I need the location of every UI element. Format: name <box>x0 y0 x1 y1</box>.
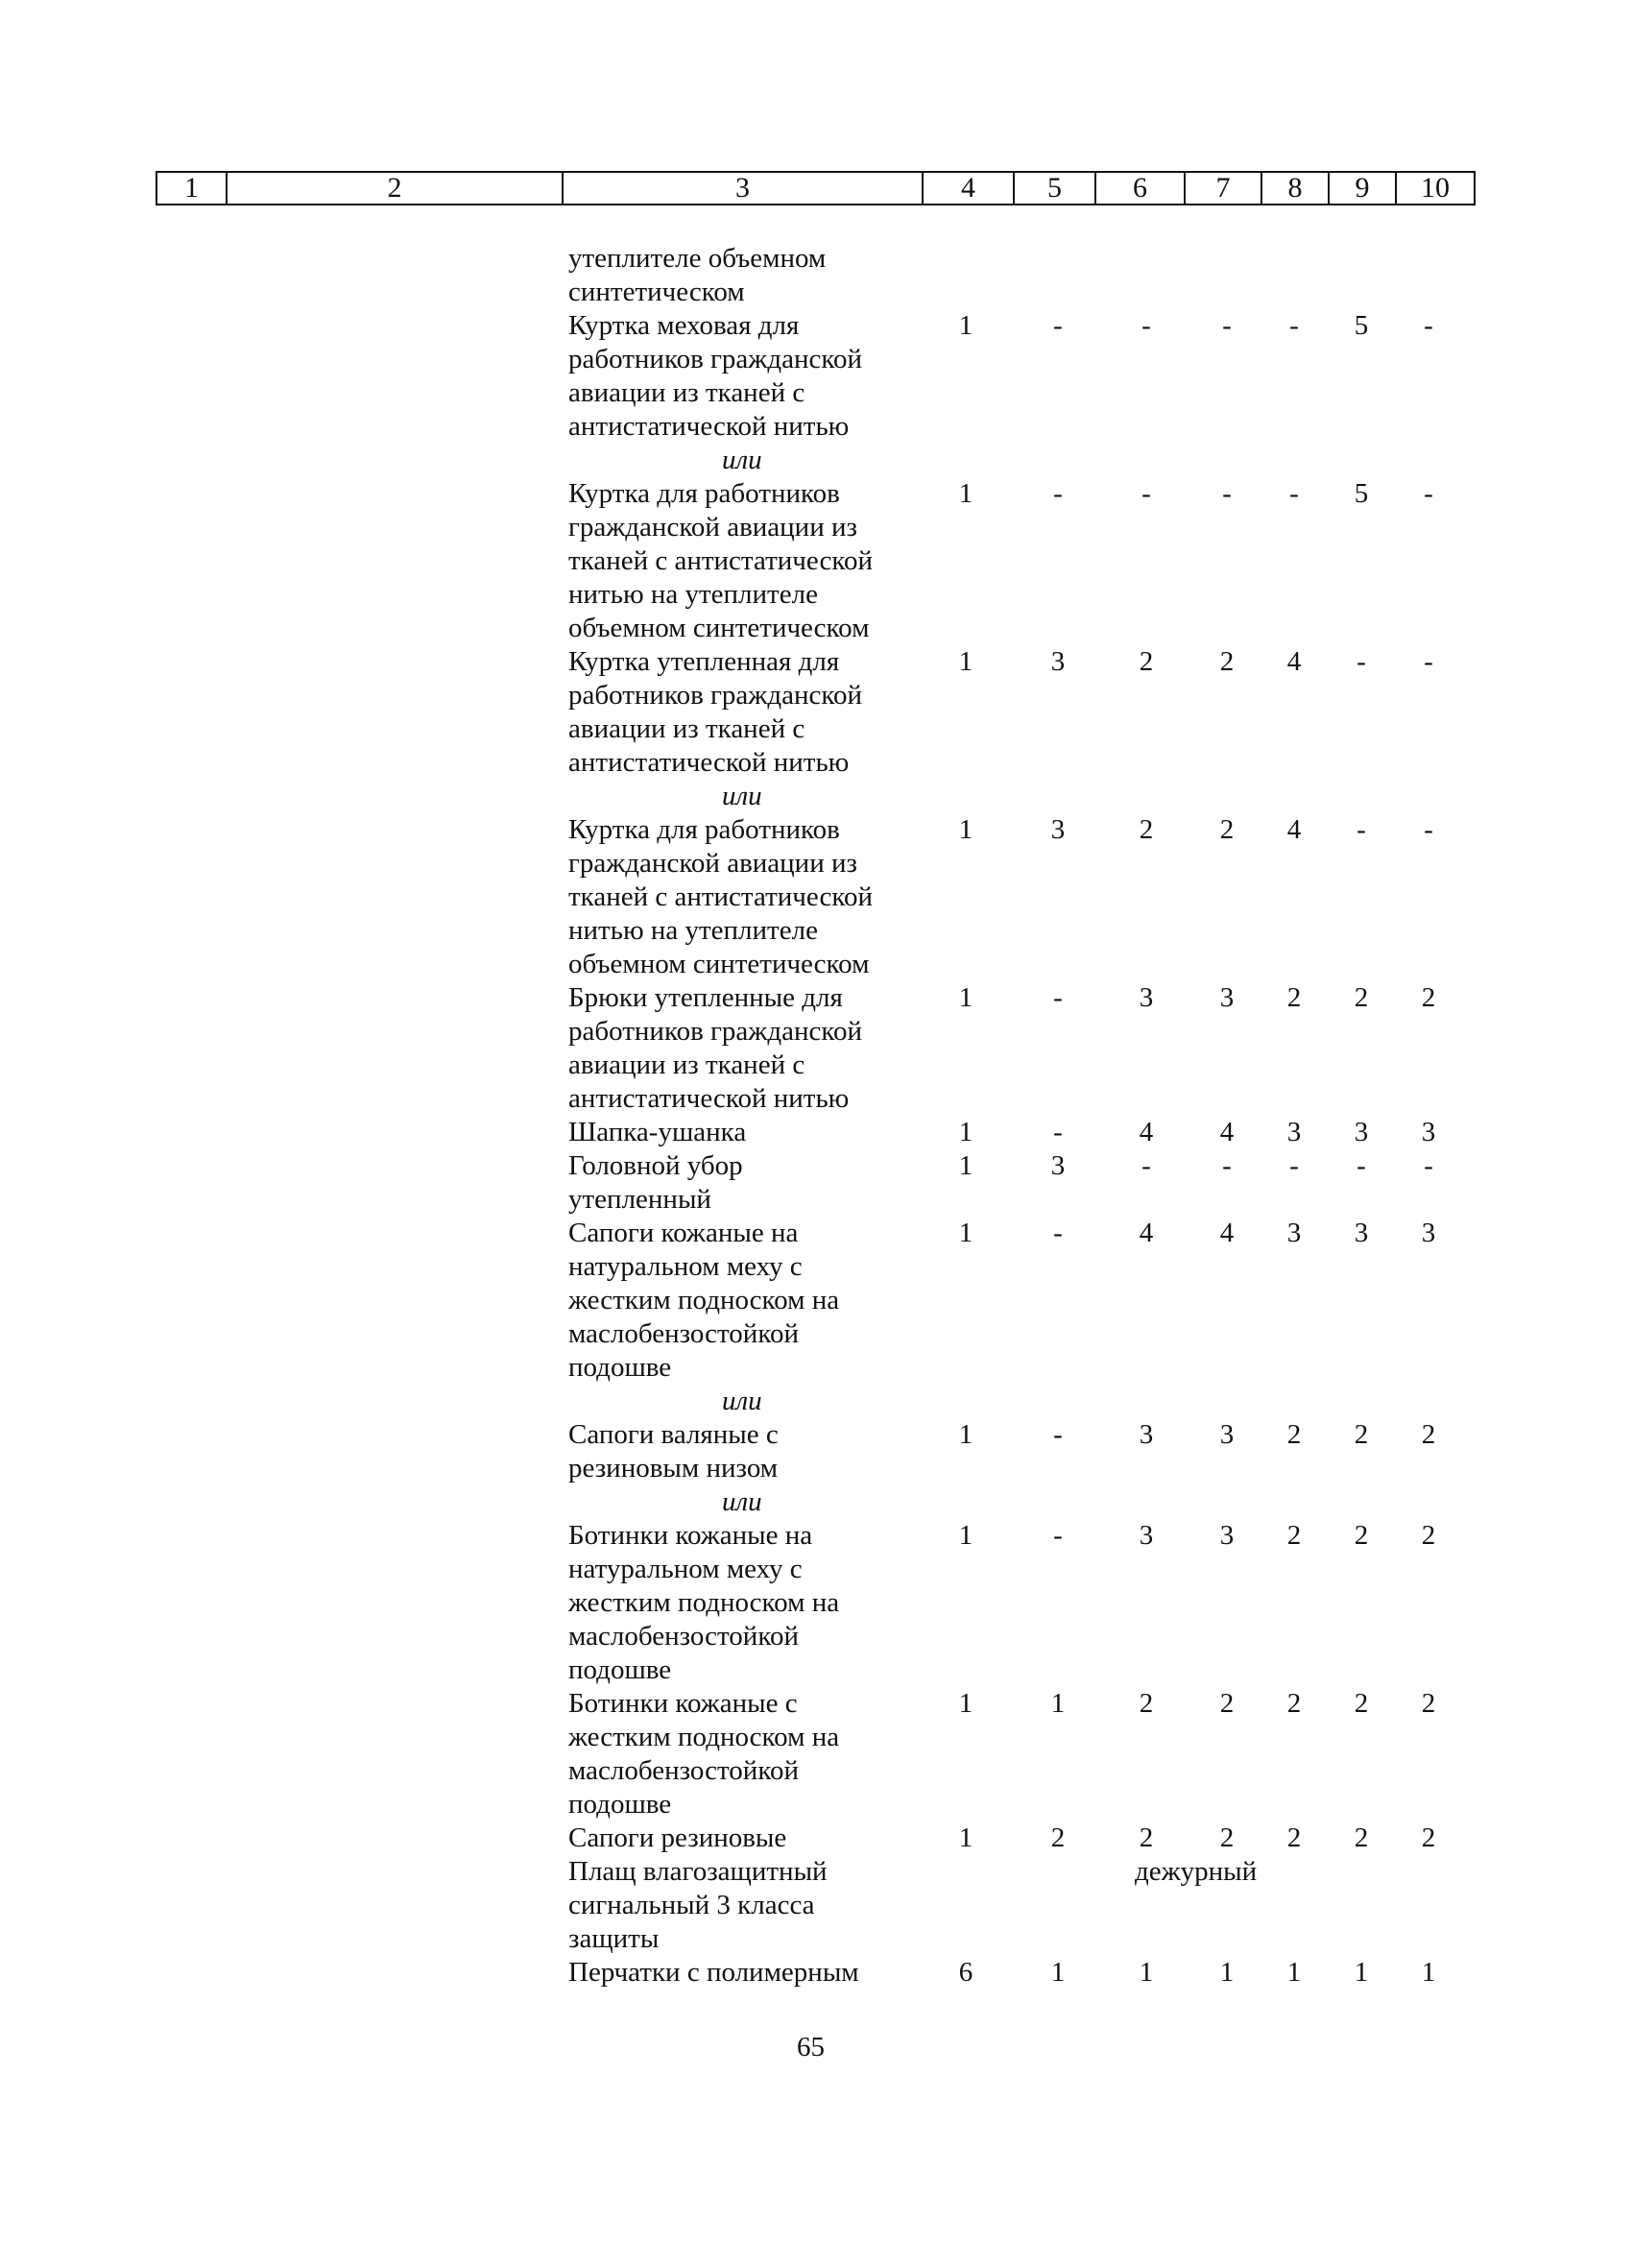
item-name <box>568 813 933 981</box>
value-cell: 1 <box>958 814 973 845</box>
value-cell: - <box>1222 478 1232 509</box>
table-row <box>0 1956 1633 1990</box>
item-name-line: натуральном меху с <box>568 1251 803 1282</box>
table-header <box>156 171 1476 205</box>
item-name-line: маслобензостойкой <box>568 1755 799 1786</box>
duty-note: дежурный <box>1135 1856 1258 1887</box>
value-cell: 2 <box>1421 982 1436 1013</box>
value-cell: 3 <box>1050 1150 1066 1181</box>
item-name-line: подошве <box>568 1352 672 1383</box>
table-row <box>0 813 1633 981</box>
item-name <box>568 1217 933 1385</box>
or-label: или <box>722 1486 762 1517</box>
value-cell: 3 <box>1286 1218 1302 1248</box>
value-cell: - <box>1357 814 1366 845</box>
header-cell: 8 <box>1262 173 1330 204</box>
value-cell: 4 <box>1219 1218 1235 1248</box>
value-cell: 3 <box>1139 982 1154 1013</box>
value-cell: 2 <box>1286 1688 1302 1719</box>
item-name-line: гражданской авиации из <box>568 512 857 543</box>
item-name-line: Плащ влагозащитный <box>568 1856 828 1887</box>
item-name-line: нитью на утеплителе <box>568 915 818 946</box>
value-cell: 4 <box>1219 1117 1235 1147</box>
value-cell: 2 <box>1421 1520 1436 1551</box>
item-name <box>568 1519 933 1687</box>
value-cell: - <box>1357 646 1366 677</box>
value-cell: 3 <box>1421 1218 1436 1248</box>
value-cell: 2 <box>1354 982 1369 1013</box>
header-cell: 6 <box>1096 173 1186 204</box>
item-name-line: антистатической нитью <box>568 1083 850 1114</box>
value-cell: 3 <box>1421 1117 1436 1147</box>
value-cell: 2 <box>1286 1822 1302 1853</box>
item-name-line: маслобензостойкой <box>568 1318 799 1349</box>
value-cell: - <box>1053 1117 1063 1147</box>
table-row <box>0 477 1633 645</box>
item-name-line: антистатической нитью <box>568 747 850 778</box>
page-number: 65 <box>797 2032 825 2063</box>
item-name-line: объемном синтетическом <box>568 949 870 979</box>
item-name-line: Перчатки с полимерным <box>568 1957 859 1988</box>
value-cell: 2 <box>1286 1520 1302 1551</box>
table-row <box>0 1855 1633 1956</box>
item-name-line: Головной убор <box>568 1150 743 1181</box>
item-name-line: тканей с антистатической <box>568 545 873 576</box>
value-cell: - <box>1424 310 1433 341</box>
item-name-line: утеплителе объемном <box>568 243 827 274</box>
item-name-line: Куртка утепленная для <box>568 646 840 677</box>
value-cell: - <box>1424 478 1433 509</box>
item-name-line: антистатической нитью <box>568 411 850 442</box>
item-name-line: гражданской авиации из <box>568 848 857 879</box>
value-cell: 2 <box>1219 646 1235 677</box>
item-name <box>568 309 933 444</box>
value-cell: 3 <box>1354 1117 1369 1147</box>
value-cell: 1 <box>958 1150 973 1181</box>
item-name <box>568 1956 933 1990</box>
value-cell: - <box>1053 1419 1063 1450</box>
or-label: или <box>722 781 762 811</box>
value-cell: - <box>1424 814 1433 845</box>
value-cell: 2 <box>1139 814 1154 845</box>
item-name-line: Куртка меховая для <box>568 310 800 341</box>
item-name-line: подошве <box>568 1654 672 1685</box>
value-cell: 2 <box>1421 1822 1436 1853</box>
header-cell: 5 <box>1015 173 1096 204</box>
header-cell: 10 <box>1421 172 1450 204</box>
value-cell: 6 <box>958 1957 973 1988</box>
item-name-line: жестким подноском на <box>568 1285 840 1315</box>
table-row <box>0 1116 1633 1149</box>
value-cell: 2 <box>1354 1688 1369 1719</box>
value-cell: 1 <box>958 1218 973 1248</box>
header-cell: 1 <box>157 173 228 204</box>
item-name-line: объемном синтетическом <box>568 613 870 643</box>
value-cell: 1 <box>958 1520 973 1551</box>
value-cell: - <box>1053 1520 1063 1551</box>
item-name <box>568 1116 933 1149</box>
table-row <box>0 242 1633 309</box>
item-name-line: натуральном меху с <box>568 1554 803 1584</box>
value-cell: - <box>1222 310 1232 341</box>
value-cell: 3 <box>1139 1520 1154 1551</box>
value-cell: 2 <box>1354 1822 1369 1853</box>
value-cell: - <box>1053 1218 1063 1248</box>
item-name-line: жестким подноском на <box>568 1722 840 1752</box>
value-cell: 1 <box>1286 1957 1302 1988</box>
value-cell: 1 <box>958 1419 973 1450</box>
item-name-line: работников гражданской <box>568 1016 862 1047</box>
value-cell: - <box>1141 478 1151 509</box>
item-name-line: маслобензостойкой <box>568 1621 799 1652</box>
value-cell: 2 <box>1139 1688 1154 1719</box>
value-cell: 1 <box>958 646 973 677</box>
item-name-line: Куртка для работников <box>568 814 840 845</box>
item-name <box>568 1855 933 1956</box>
or-label: или <box>722 1386 762 1416</box>
table-row <box>0 981 1633 1116</box>
table-row <box>0 1217 1633 1385</box>
item-name-line: жестким подноском на <box>568 1587 840 1618</box>
item-name <box>568 1418 933 1485</box>
value-cell: 3 <box>1286 1117 1302 1147</box>
item-name <box>568 1822 933 1855</box>
item-name <box>568 1687 933 1822</box>
value-cell: 2 <box>1286 1419 1302 1450</box>
value-cell: 1 <box>1354 1957 1369 1988</box>
item-name <box>568 1149 933 1217</box>
value-cell: - <box>1141 1150 1151 1181</box>
item-name <box>568 645 933 780</box>
table-row <box>0 1519 1633 1687</box>
value-cell: 4 <box>1139 1218 1154 1248</box>
value-cell: 2 <box>1219 1688 1235 1719</box>
value-cell: - <box>1053 478 1063 509</box>
value-cell: 2 <box>1421 1688 1436 1719</box>
item-name-line: Брюки утепленные для <box>568 982 843 1013</box>
table-row <box>0 645 1633 780</box>
value-cell: 3 <box>1219 982 1235 1013</box>
value-cell: 4 <box>1286 646 1302 677</box>
value-cell: 2 <box>1139 646 1154 677</box>
item-name-line: сигнальный 3 класса <box>568 1890 815 1920</box>
table-row <box>0 1149 1633 1217</box>
item-name-line: защиты <box>568 1923 660 1954</box>
value-cell: 1 <box>1219 1957 1235 1988</box>
value-cell: 5 <box>1354 478 1369 509</box>
value-cell: 1 <box>1421 1957 1436 1988</box>
item-name-line: утепленный <box>568 1184 711 1215</box>
value-cell: 2 <box>1219 1822 1235 1853</box>
value-cell: 4 <box>1139 1117 1154 1147</box>
item-name-line: Сапоги валяные с <box>568 1419 779 1450</box>
item-name <box>568 242 933 309</box>
value-cell: 1 <box>958 1117 973 1147</box>
value-cell: - <box>1289 478 1299 509</box>
value-cell: 2 <box>1219 814 1235 845</box>
value-cell: 1 <box>958 1688 973 1719</box>
item-name-line: работников гражданской <box>568 344 862 374</box>
header-cell: 3 <box>564 173 924 204</box>
value-cell: 3 <box>1050 814 1066 845</box>
value-cell: 1 <box>958 982 973 1013</box>
table-row <box>0 1418 1633 1485</box>
value-cell: - <box>1357 1150 1366 1181</box>
value-cell: 1 <box>958 310 973 341</box>
item-name-line: авиации из тканей с <box>568 377 805 408</box>
value-cell: 1 <box>958 1822 973 1853</box>
item-name-line: синтетическом <box>568 277 745 307</box>
item-name-line: подошве <box>568 1789 672 1820</box>
value-cell: 5 <box>1354 310 1369 341</box>
table-row <box>0 1822 1633 1855</box>
value-cell: 2 <box>1354 1520 1369 1551</box>
value-cell: 1 <box>1050 1957 1066 1988</box>
value-cell: - <box>1289 310 1299 341</box>
value-cell: 3 <box>1219 1520 1235 1551</box>
item-name-line: нитью на утеплителе <box>568 579 818 610</box>
item-name-line: тканей с антистатической <box>568 881 873 912</box>
value-cell: 3 <box>1354 1218 1369 1248</box>
item-name-line: работников гражданской <box>568 680 862 711</box>
value-cell: - <box>1141 310 1151 341</box>
item-name-line: авиации из тканей с <box>568 1050 805 1080</box>
value-cell: 4 <box>1286 814 1302 845</box>
value-cell: 2 <box>1421 1419 1436 1450</box>
value-cell: - <box>1424 646 1433 677</box>
item-name-line: резиновым низом <box>568 1453 779 1484</box>
item-name-line: Сапоги резиновые <box>568 1822 787 1853</box>
item-name-line: Ботинки кожаные на <box>568 1520 813 1551</box>
value-cell: - <box>1053 310 1063 341</box>
item-name-line: Ботинки кожаные с <box>568 1688 798 1719</box>
item-name-line: Шапка-ушанка <box>568 1117 747 1147</box>
value-cell: 3 <box>1219 1419 1235 1450</box>
header-cell: 2 <box>228 173 564 204</box>
value-cell: - <box>1289 1150 1299 1181</box>
table-row <box>0 1687 1633 1822</box>
value-cell: 2 <box>1139 1822 1154 1853</box>
item-name <box>568 477 933 645</box>
value-cell: 2 <box>1354 1419 1369 1450</box>
item-name-line: авиации из тканей с <box>568 713 805 744</box>
table-row <box>0 309 1633 444</box>
header-cell: 4 <box>924 173 1015 204</box>
header-cell: 9 <box>1330 173 1397 204</box>
value-cell: 3 <box>1050 646 1066 677</box>
or-label: или <box>722 445 762 475</box>
value-cell: 1 <box>958 478 973 509</box>
value-cell: 2 <box>1286 982 1302 1013</box>
value-cell: 1 <box>1139 1957 1154 1988</box>
item-name <box>568 981 933 1116</box>
value-cell: 2 <box>1050 1822 1066 1853</box>
header-cell: 7 <box>1186 173 1262 204</box>
value-cell: 1 <box>1050 1688 1066 1719</box>
value-cell: - <box>1053 982 1063 1013</box>
value-cell: - <box>1424 1150 1433 1181</box>
value-cell: 3 <box>1139 1419 1154 1450</box>
item-name-line: Куртка для работников <box>568 478 840 509</box>
item-name-line: Сапоги кожаные на <box>568 1218 799 1248</box>
value-cell: - <box>1222 1150 1232 1181</box>
